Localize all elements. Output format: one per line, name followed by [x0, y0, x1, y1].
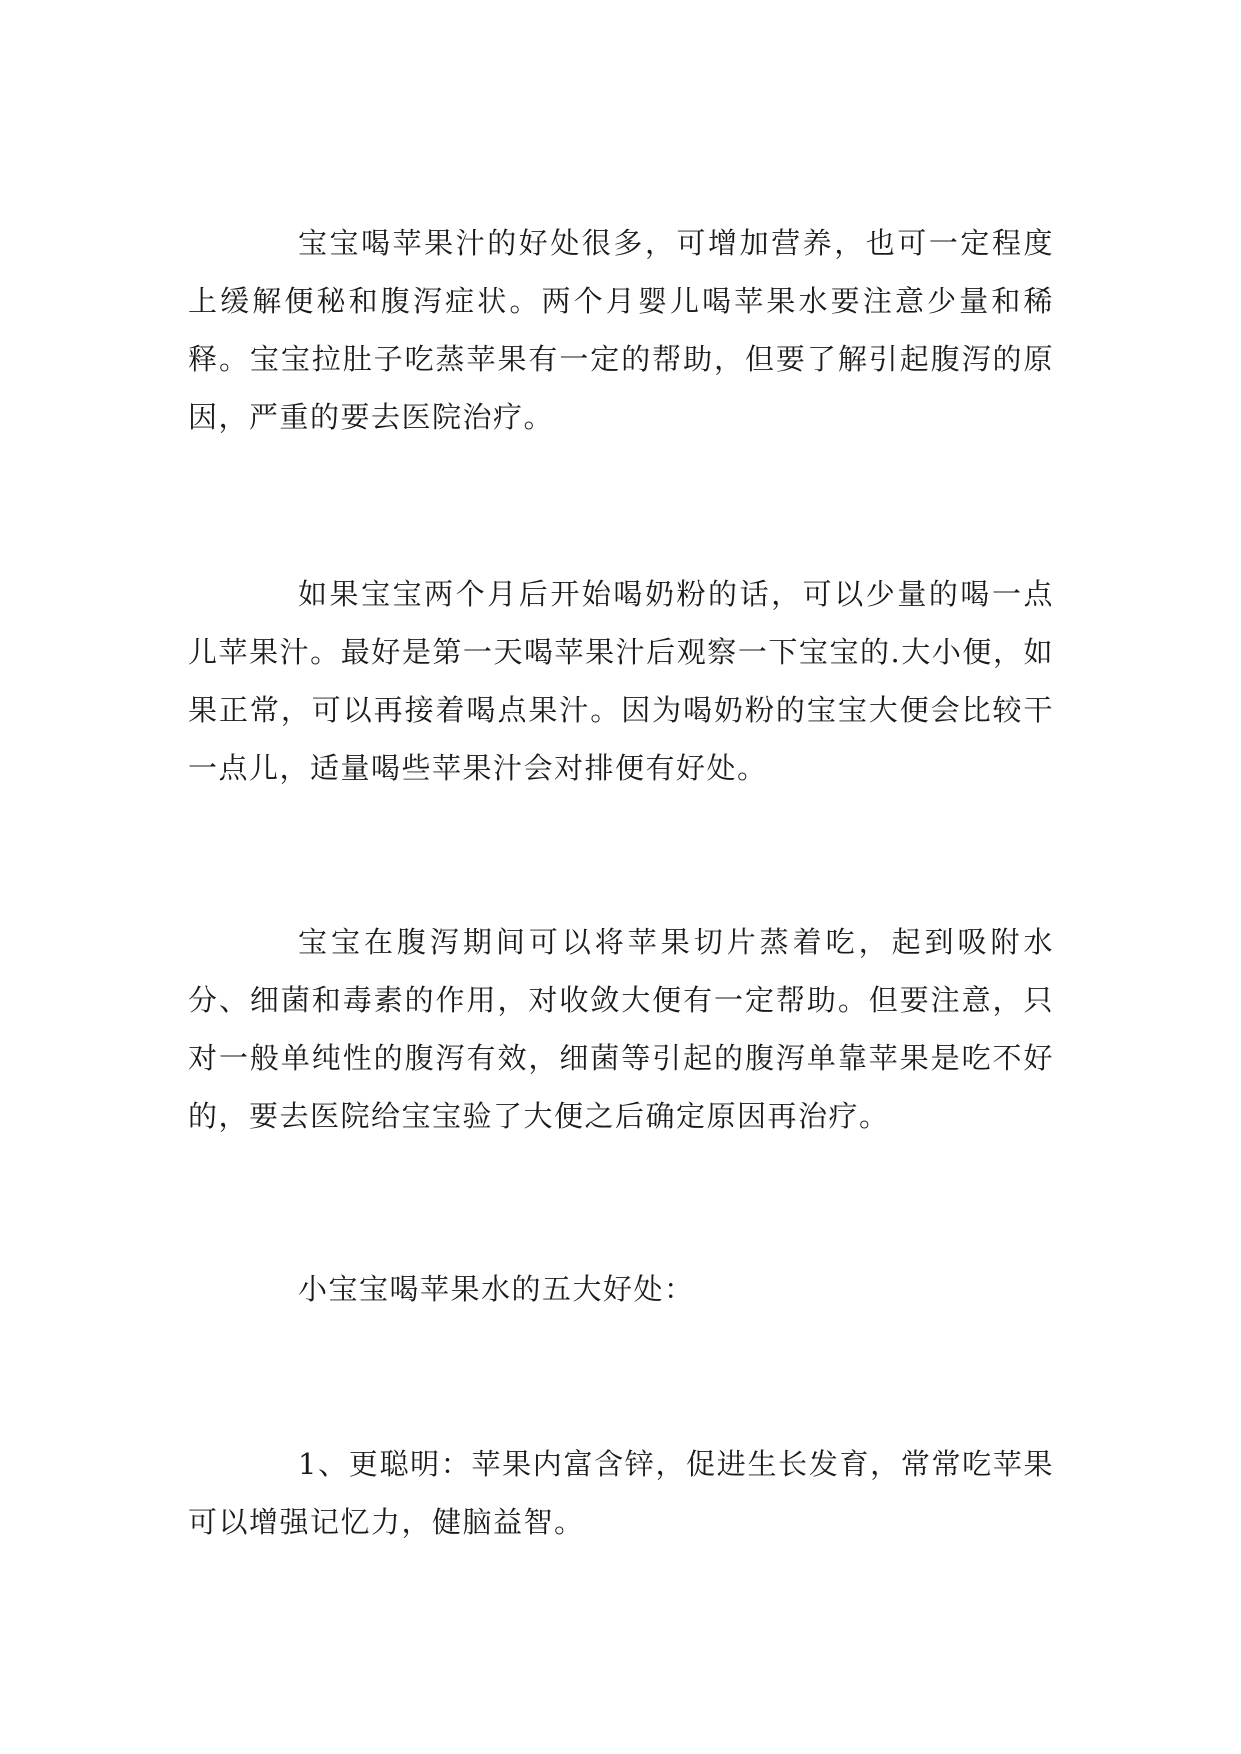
paragraph-five-benefits-heading: 小宝宝喝苹果水的五大好处：	[298, 1272, 695, 1306]
paragraph-diarrhea-steamed-apple: 宝宝在腹泻期间可以将苹果切片蒸着吃，起到吸附水分、细菌和毒素的作用，对收敛大便有一定帮助。但要注意，只对一般单纯性的腹泻有效，细菌等引起的腹泻单靠苹果是吃不好的，要去医院给宝宝验了大便之后确定原因再治疗。	[188, 925, 1054, 1133]
paragraph-apple-juice-benefits: 宝宝喝苹果汁的好处很多，可增加营养，也可一定程度上缓解便秘和腹泻症状。两个月婴儿喝苹果水要注意少量和稀释。宝宝拉肚子吃蒸苹果有一定的帮助，但要了解引起腹泻的原因，严重的要去医院治疗。	[188, 226, 1054, 434]
paragraph-benefit-1: 1、更聪明：苹果内富含锌，促进生长发育，常常吃苹果可以增强记忆力，健脑益智。	[188, 1447, 1054, 1539]
paragraph-formula-feeding: 如果宝宝两个月后开始喝奶粉的话，可以少量的喝一点儿苹果汁。最好是第一天喝苹果汁后观察一下宝宝的.大小便，如果正常，可以再接着喝点果汁。因为喝奶粉的宝宝大便会比较干一点儿，适量喝些苹果汁会对排便有好处。	[188, 577, 1054, 785]
